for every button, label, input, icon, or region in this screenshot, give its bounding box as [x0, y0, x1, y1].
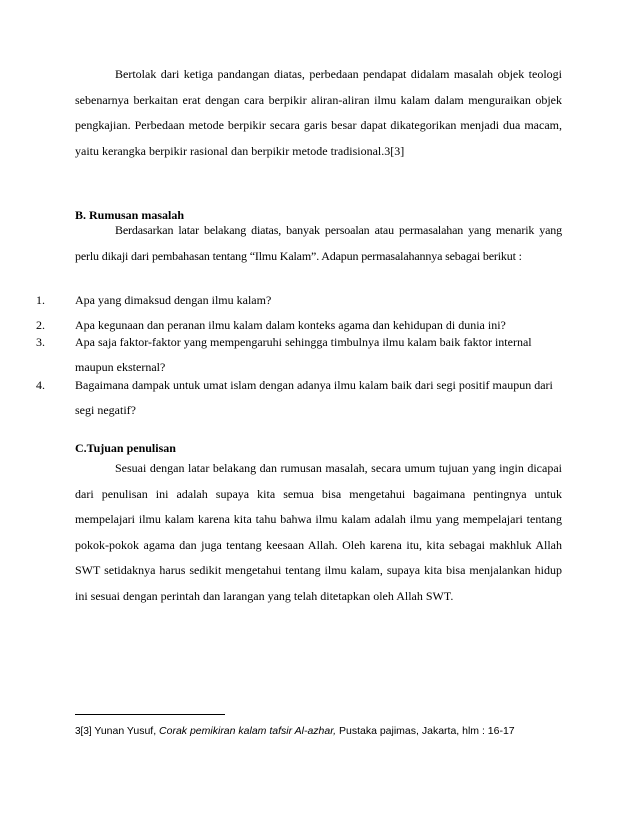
list-item-number: 2.	[36, 318, 45, 332]
list-item-number: 1.	[36, 293, 45, 307]
footnote-rest: Pustaka pajimas, Jakarta, hlm : 16-17	[338, 725, 515, 737]
footnote-separator	[75, 714, 225, 715]
section-c-paragraph	[75, 456, 562, 609]
section-b-text: Berdasarkan latar belakang diatas, banyak persoalan atau permasalahan yang menarik yang perlu dikaji dari pembahasan tentang “Ilmu Kalam”. Adapun permasalahannya sebagai berikut :	[75, 223, 562, 263]
list-item-text: Apa saja faktor-faktor yang mempengaruhi sehingga timbulnya ilmu kalam baik faktor internal maupun eksternal?	[75, 335, 532, 374]
footnote-author: Yunan Yusuf,	[94, 725, 157, 737]
section-c-heading: C.Tujuan penulisan	[75, 441, 176, 455]
section-c-text: Sesuai dengan latar belakang dan rumusan masalah, secara umum tujuan yang ingin dicapai dari penulisan ini adalah supaya kita semua bisa mengetahui bagaimana pentingnya untuk mempelajari ilmu kalam karena kita tahu bahwa ilmu kalam adalah ilmu yang mempelajari tentang pokok-pokok agama dan juga tentang keesaan Allah. Oleh karena itu, kita sebagai makhluk Allah SWT setidaknya harus sedikit mengetahui tentang ilmu kalam, supaya kita bisa menjalankan hidup ini sesuai dengan perintah dan larangan yang telah ditetapkan oleh Allah SWT.	[75, 461, 562, 603]
intro-paragraph	[75, 62, 562, 164]
list-item-number: 4.	[36, 378, 45, 392]
list-item-text: Apa kegunaan dan peranan ilmu kalam dalam konteks agama dan kehidupan di dunia ini?	[75, 318, 506, 332]
footnote-ref: 3[3]	[75, 726, 92, 737]
list-item-number: 3.	[36, 335, 45, 349]
footnote-title: Corak pemikiran kalam tafsir Al-azhar,	[159, 725, 337, 737]
list-item-text: Bagaimana dampak untuk umat islam dengan adanya ilmu kalam baik dari segi positif maupun dari segi negatif?	[75, 378, 553, 417]
section-b-heading: B. Rumusan masalah	[75, 208, 185, 222]
footnote	[75, 723, 515, 740]
intro-text: Bertolak dari ketiga pandangan diatas, perbedaan pendapat didalam masalah objek teologi sebenarnya berkaitan erat dengan cara berpikir aliran-aliran ilmu kalam dalam menguraikan objek pengkajian. Perbedaan metode berpikir secara garis besar dapat dikategorikan menjadi dua macam, yaitu kerangka berpikir rasional dan berpikir metode tradisional.3[3]	[75, 67, 562, 158]
list-item-text: Apa yang dimaksud dengan ilmu kalam?	[75, 293, 272, 307]
section-b-paragraph	[75, 218, 562, 269]
